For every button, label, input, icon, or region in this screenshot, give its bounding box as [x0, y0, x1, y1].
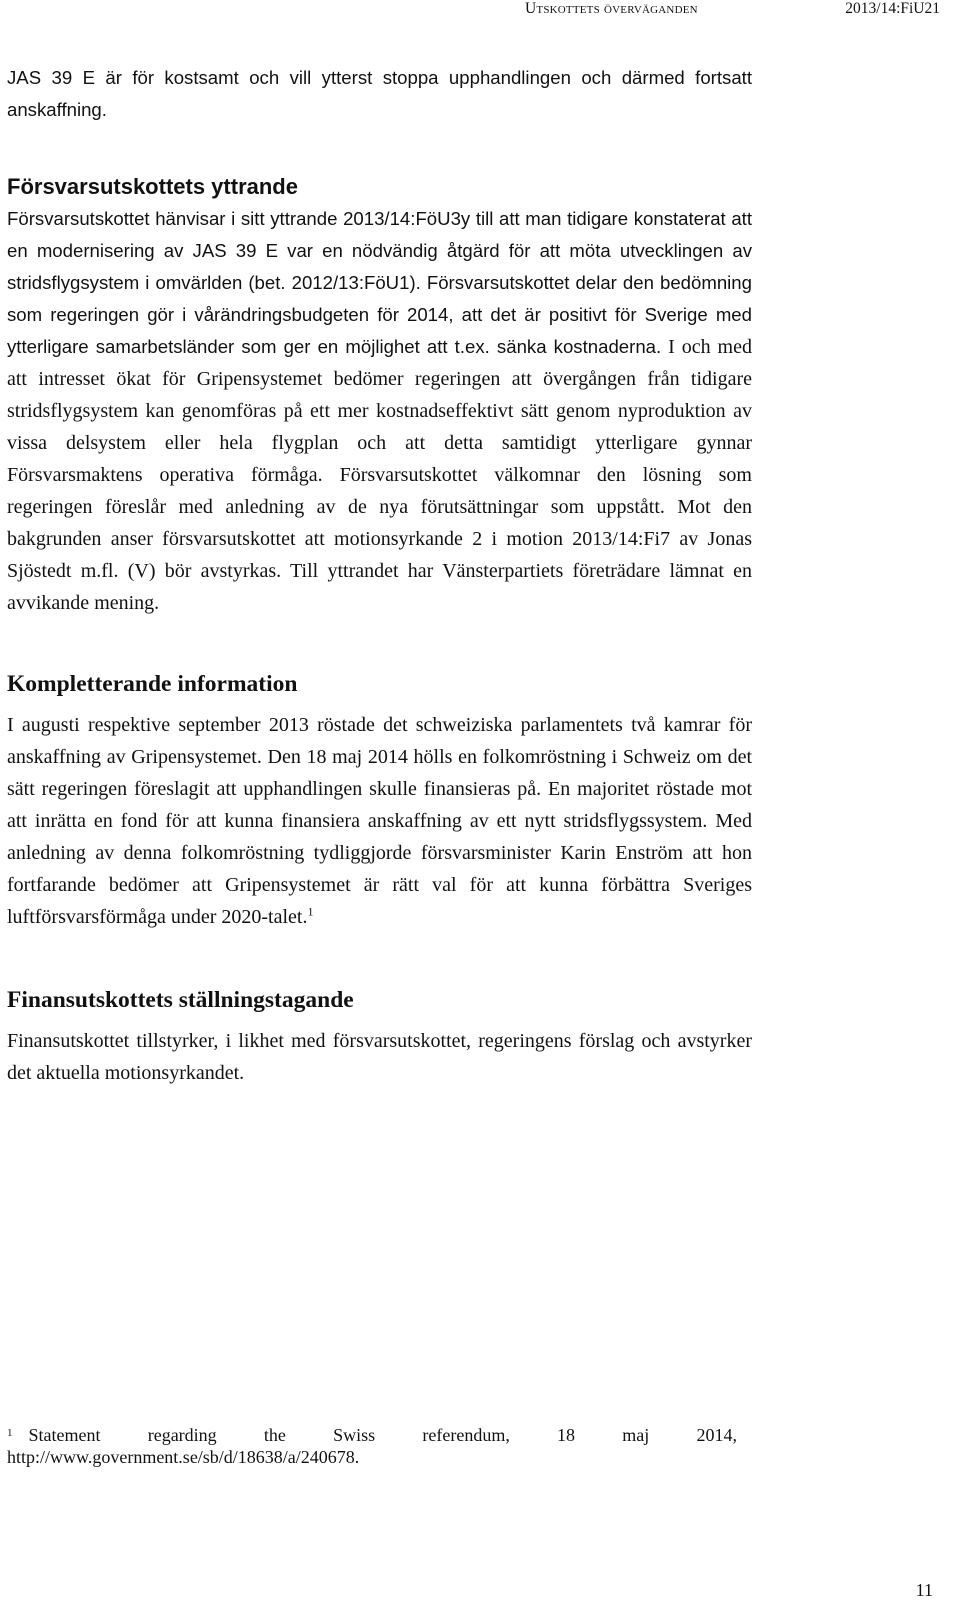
footnote-number: 1 — [7, 1427, 13, 1439]
finansutskottet-paragraph: Finansutskottet tillstyrker, i likhet med försvarsutskottet, regeringens förslag och avstyrker det aktuella motionsyrkandet. — [7, 1030, 752, 1084]
kompletterande-paragraph — [7, 709, 752, 933]
forsvarsutskottet-text-serif: I och med att intresset ökat för Gripensystemet bedömer regeringen att övergången från tidigare stridsflygsystem kan genomföras på ett mer kostnadseffektivt sätt genom nyproduktion av vissa delsystem eller hela flygplan och att detta samtidigt ytterligare gynnar Försvarsmaktens operativa förmåga. Försvarsutskottet välkomnar den lösning som regeringen föreslår med anledning av de nya förutsättningar som uppstått. Mot den bakgrunden anser försvarsutskottet att motionsyrkande 2 i motion 2013/14:Fi7 av Jonas Sjöstedt m.fl. (V) bör avstyrkas. Till yttrandet har Vänsterpartiets företrädare lämnat en avvikande mening. — [7, 336, 752, 614]
footnote — [7, 1424, 737, 1468]
kompletterande-text: I augusti respektive september 2013 röstade det schweiziska parlamentets två kamrar för anskaffning av Gripensystemet. Den 18 maj 2014 hölls en folkomröstning i Schweiz om det sätt regeringen föreslagit att upphandlingen skulle finansieras på. En majoritet röstade mot att inrätta en fond för att kunna finansiera anskaffning av ett nytt stridsflygssystem. Med anledning av denna folkomröstning tydliggjorde försvarsminister Karin Enström att hon fortfarande bedömer att Gripensystemet är rätt val för att kunna förbättra Sveriges luftförsvarsförmåga under 2020-talet. — [7, 714, 752, 928]
forsvarsutskottet-text-sans: Försvarsutskottet hänvisar i sitt yttrande 2013/14:FöU3y till att man tidigare konstaterat att en modernisering av JAS 39 E var en nödvändig åtgärd för att möta utvecklingen av stridsflygsystem i omvärlden (bet. 2012/13:FöU1). Försvarsutskottet delar den bedömning som regeringen gör i vårändringsbudgeten för 2014, att det är positivt för Sverige med ytterligare samarbetsländer som ger en möjlighet att t.ex. sänka kostnaderna. — [7, 208, 752, 357]
page-number: 11 — [915, 1580, 933, 1600]
heading-forsvarsutskottets-yttrande: Försvarsutskottets yttrande — [7, 174, 298, 199]
running-head-section: Utskottets överväganden — [525, 0, 698, 17]
running-head — [0, 0, 960, 22]
running-head-doc-id: 2013/14:FiU21 — [845, 0, 940, 17]
footnote-text: Statement regarding the Swiss referendum, 18 maj 2014, http://www.government.se/sb/d/18638/a/240678. — [7, 1425, 737, 1467]
main-content — [7, 62, 752, 1089]
heading-kompletterande-information: Kompletterande information — [7, 671, 298, 697]
forsvarsutskottet-paragraph — [7, 203, 752, 619]
intro-paragraph: JAS 39 E är för kostsamt och vill ytterst stoppa upphandlingen och därmed fortsatt anskaffning. — [7, 67, 752, 120]
heading-finansutskottets-stallningstagande: Finansutskottets ställningstagande — [7, 987, 354, 1013]
footnote-reference[interactable]: 1 — [307, 904, 314, 919]
